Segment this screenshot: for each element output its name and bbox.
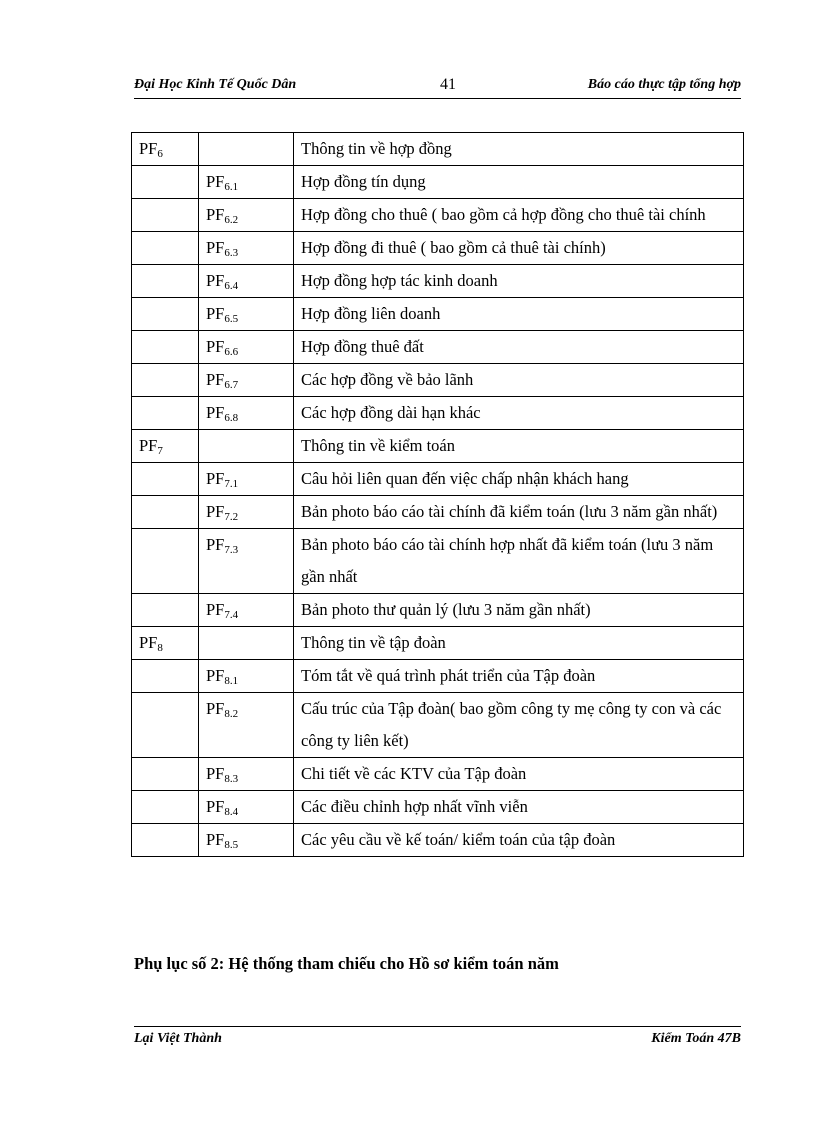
code-main-cell [132, 463, 199, 496]
code-main-cell [132, 430, 199, 463]
code-sub-cell [199, 166, 294, 199]
code-main-prefix: PF [139, 633, 158, 652]
code-sub-subscript: 7.2 [224, 511, 239, 523]
code-sub-cell [199, 397, 294, 430]
code-sub-prefix: PF [206, 699, 225, 718]
code-sub-cell [199, 331, 294, 364]
description-cell: Bản photo báo cáo tài chính hợp nhất đã kiểm toán (lưu 3 năm gần nhất [294, 529, 744, 594]
code-sub-cell [199, 265, 294, 298]
code-sub-cell [199, 430, 294, 463]
code-sub-subscript: 6.3 [224, 247, 239, 259]
code-sub-prefix: PF [206, 764, 225, 783]
description-cell: Hợp đồng cho thuê ( bao gồm cả hợp đồng cho thuê tài chính [294, 199, 744, 232]
code-main-subscript: 6 [157, 148, 163, 160]
footer-class: Kiểm Toán 47B [651, 1031, 741, 1046]
table-row [132, 331, 744, 364]
description-cell: Hợp đồng đi thuê ( bao gồm cả thuê tài chính) [294, 232, 744, 265]
code-main-cell [132, 166, 199, 199]
description-cell: Thông tin về hợp đồng [294, 133, 744, 166]
table-row [132, 627, 744, 660]
code-sub-cell [199, 529, 294, 594]
table-row [132, 529, 744, 594]
code-main-cell [132, 824, 199, 857]
description-cell: Các hợp đồng dài hạn khác [294, 397, 744, 430]
code-main-cell [132, 627, 199, 660]
header-report-title: Báo cáo thực tập tổng hợp [587, 77, 741, 92]
appendix-title: Phụ lục số 2: Hệ thống tham chiếu cho Hồ sơ kiểm toán năm [134, 954, 559, 973]
code-main-cell [132, 594, 199, 627]
table-row [132, 298, 744, 331]
code-sub-cell [199, 791, 294, 824]
code-main-cell [132, 331, 199, 364]
description-cell: Chi tiết về các KTV của Tập đoàn [294, 758, 744, 791]
description-cell: Bản photo báo cáo tài chính đã kiểm toán (lưu 3 năm gần nhất) [294, 496, 744, 529]
code-sub-prefix: PF [206, 304, 225, 323]
table-row [132, 265, 744, 298]
description-cell: Thông tin về tập đoàn [294, 627, 744, 660]
code-sub-cell [199, 660, 294, 693]
code-sub-subscript: 8.5 [224, 839, 239, 851]
code-sub-cell [199, 824, 294, 857]
table-row [132, 430, 744, 463]
table-row [132, 693, 744, 758]
code-sub-subscript: 8.3 [224, 773, 239, 785]
table-row [132, 758, 744, 791]
code-sub-subscript: 6.5 [224, 313, 239, 325]
table-row [132, 594, 744, 627]
code-sub-subscript: 6.4 [224, 280, 239, 292]
code-sub-prefix: PF [206, 666, 225, 685]
code-main-cell [132, 660, 199, 693]
code-main-cell [132, 364, 199, 397]
code-sub-cell [199, 627, 294, 660]
description-cell: Hợp đồng tín dụng [294, 166, 744, 199]
page-header [134, 76, 741, 99]
table-row [132, 660, 744, 693]
code-main-cell [132, 133, 199, 166]
code-main-cell [132, 693, 199, 758]
code-sub-subscript: 7.3 [224, 544, 239, 556]
code-sub-prefix: PF [206, 502, 225, 521]
page-number: 41 [440, 76, 456, 93]
code-sub-cell [199, 693, 294, 758]
page-footer [134, 1026, 741, 1053]
code-sub-prefix: PF [206, 370, 225, 389]
code-sub-prefix: PF [206, 830, 225, 849]
code-sub-prefix: PF [206, 172, 225, 191]
code-sub-prefix: PF [206, 535, 225, 554]
code-main-subscript: 8 [157, 642, 163, 654]
code-sub-subscript: 7.4 [224, 609, 239, 621]
code-sub-subscript: 6.7 [224, 379, 239, 391]
code-sub-cell [199, 758, 294, 791]
code-sub-prefix: PF [206, 469, 225, 488]
code-sub-subscript: 8.2 [224, 708, 239, 720]
description-cell: Tóm tắt về quá trình phát triển của Tập đoàn [294, 660, 744, 693]
table-row [132, 463, 744, 496]
table-row [132, 397, 744, 430]
code-main-cell [132, 397, 199, 430]
table-row [132, 133, 744, 166]
table-row [132, 166, 744, 199]
description-cell: Hợp đồng hợp tác kinh doanh [294, 265, 744, 298]
description-cell: Các yêu cầu về kế toán/ kiểm toán của tập đoàn [294, 824, 744, 857]
code-sub-subscript: 6.2 [224, 214, 239, 226]
reference-table [131, 132, 744, 857]
code-sub-prefix: PF [206, 600, 225, 619]
code-sub-cell [199, 232, 294, 265]
code-sub-cell [199, 133, 294, 166]
code-main-prefix: PF [139, 139, 158, 158]
description-cell: Thông tin về kiểm toán [294, 430, 744, 463]
code-sub-prefix: PF [206, 797, 225, 816]
code-main-subscript: 7 [157, 445, 163, 457]
code-main-prefix: PF [139, 436, 158, 455]
code-sub-cell [199, 199, 294, 232]
footer-author: Lại Việt Thành [134, 1031, 222, 1046]
code-sub-subscript: 6.1 [224, 181, 239, 193]
description-cell: Cấu trúc của Tập đoàn( bao gồm công ty mẹ công ty con và các công ty liên kết) [294, 693, 744, 758]
code-sub-subscript: 7.1 [224, 478, 239, 490]
code-sub-cell [199, 298, 294, 331]
code-sub-subscript: 6.8 [224, 412, 239, 424]
code-sub-prefix: PF [206, 271, 225, 290]
code-sub-cell [199, 594, 294, 627]
table-row [132, 824, 744, 857]
code-sub-cell [199, 496, 294, 529]
code-sub-prefix: PF [206, 238, 225, 257]
table-row [132, 496, 744, 529]
code-main-cell [132, 791, 199, 824]
code-sub-subscript: 8.4 [224, 806, 239, 818]
code-main-cell [132, 265, 199, 298]
code-sub-cell [199, 364, 294, 397]
code-sub-prefix: PF [206, 337, 225, 356]
table-row [132, 364, 744, 397]
code-main-cell [132, 496, 199, 529]
table-row [132, 791, 744, 824]
code-main-cell [132, 199, 199, 232]
table-row [132, 199, 744, 232]
code-main-cell [132, 298, 199, 331]
description-cell: Bản photo thư quản lý (lưu 3 năm gần nhất) [294, 594, 744, 627]
code-sub-prefix: PF [206, 205, 225, 224]
description-cell: Các điều chỉnh hợp nhất vĩnh viễn [294, 791, 744, 824]
description-cell: Các hợp đồng về bảo lãnh [294, 364, 744, 397]
table-row [132, 232, 744, 265]
code-main-cell [132, 232, 199, 265]
code-sub-prefix: PF [206, 403, 225, 422]
code-sub-cell [199, 463, 294, 496]
description-cell: Hợp đồng liên doanh [294, 298, 744, 331]
description-cell: Hợp đồng thuê đất [294, 331, 744, 364]
header-university: Đại Học Kinh Tế Quốc Dân [134, 77, 297, 92]
code-sub-subscript: 8.1 [224, 675, 239, 687]
code-main-cell [132, 758, 199, 791]
code-main-cell [132, 529, 199, 594]
code-sub-subscript: 6.6 [224, 346, 239, 358]
description-cell: Câu hỏi liên quan đến việc chấp nhận khách hang [294, 463, 744, 496]
